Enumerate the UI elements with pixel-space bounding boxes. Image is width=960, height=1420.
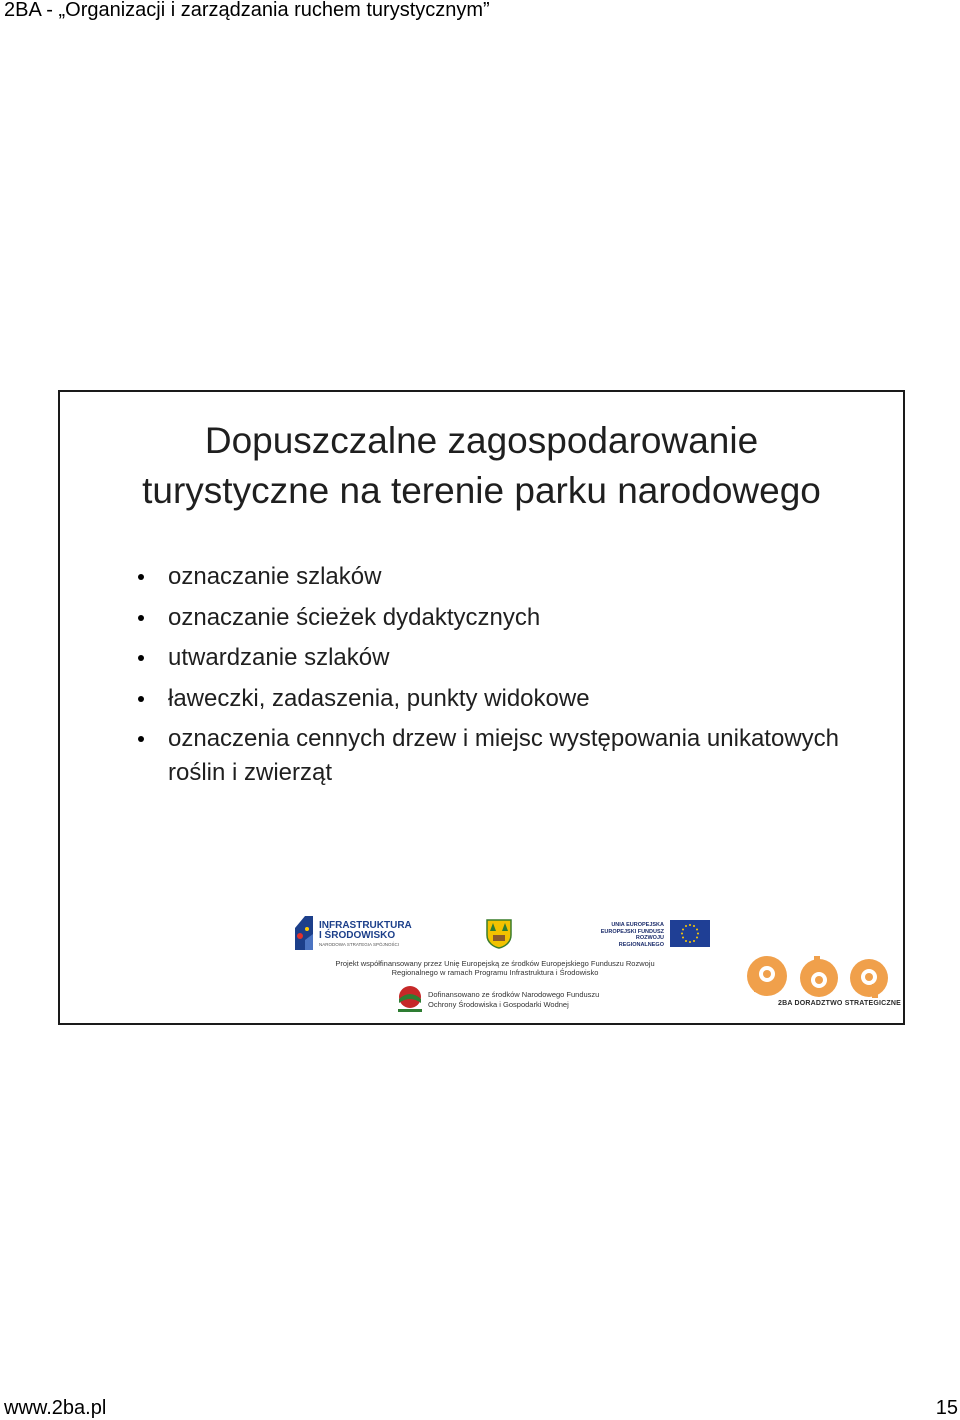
slide xyxy=(58,390,905,1025)
bullet-dot-icon xyxy=(138,696,144,702)
slide-title xyxy=(60,416,903,516)
infrastruktura-subtitle: NARODOWA STRATEGIA SPÓJNOŚCI xyxy=(319,942,400,947)
page-number: 15 xyxy=(935,1397,958,1419)
bullet-text: oznaczenia cennych drzew i miejsc występowania unikatowych roślin i zwierząt xyxy=(168,725,839,786)
brand-2ba-mark-icon xyxy=(744,954,890,1000)
brand-2ba-logo xyxy=(744,954,902,1014)
page-header: 2BA - „Organizacji i zarządzania ruchem turystycznym” xyxy=(4,0,490,21)
bullet-dot-icon xyxy=(138,655,144,661)
infrastruktura-title: INFRASTRUKTURA I ŚRODOWISKO xyxy=(319,920,412,941)
bullet-text: ławeczki, zadaszenia, punkty widokowe xyxy=(168,684,590,712)
bullet-item xyxy=(138,641,858,675)
bullet-list xyxy=(138,560,858,797)
nfosigw-emblem-icon xyxy=(396,985,424,1013)
eu-logo xyxy=(596,920,712,948)
bullet-dot-icon xyxy=(138,574,144,580)
slide-title-line-1: Dopuszczalne zagospodarowanie xyxy=(204,420,759,461)
slide-title-line-2: turystyczne na terenie parku narodowego xyxy=(142,470,821,511)
infrastruktura-emblem-icon xyxy=(291,914,317,952)
project-line-1: Projekt współfinansowany przez Unię Europejską ze środków Europejskiego Funduszu Rozwoju xyxy=(335,959,655,968)
bullet-text: oznaczanie ścieżek dydaktycznych xyxy=(168,603,541,631)
bullet-item xyxy=(138,560,858,594)
park-crest-icon xyxy=(486,919,512,949)
nfosigw-logo xyxy=(396,985,656,1015)
eu-text: UNIA EUROPEJSKA EUROPEJSKI FUNDUSZ ROZWOJU REGIONALNEGO xyxy=(600,922,664,948)
bullet-item xyxy=(138,601,858,635)
nfosigw-line-1: Dofinansowano ze środków Narodowego Funduszu xyxy=(428,990,600,999)
bullet-dot-icon xyxy=(138,736,144,742)
bullet-dot-icon xyxy=(138,615,144,621)
brand-tagline: 2BA DORADZTWO STRATEGICZNE xyxy=(778,1000,902,1007)
eu-flag-icon xyxy=(670,920,710,947)
bullet-item xyxy=(138,722,858,790)
infrastruktura-logo xyxy=(291,914,412,954)
footer-url[interactable]: www.2ba.pl xyxy=(4,1397,107,1419)
nfosigw-text xyxy=(428,990,599,1009)
bullet-text: oznaczanie szlaków xyxy=(168,563,382,590)
bullet-item xyxy=(138,682,858,716)
project-funding-text xyxy=(300,959,690,977)
nfosigw-line-2: Ochrony Środowiska i Gospodarki Wodnej xyxy=(428,999,569,1009)
project-line-2: Regionalnego w ramach Programu Infrastruktura i Środowisko xyxy=(391,968,599,977)
bullet-text: utwardzanie szlaków xyxy=(168,644,390,671)
